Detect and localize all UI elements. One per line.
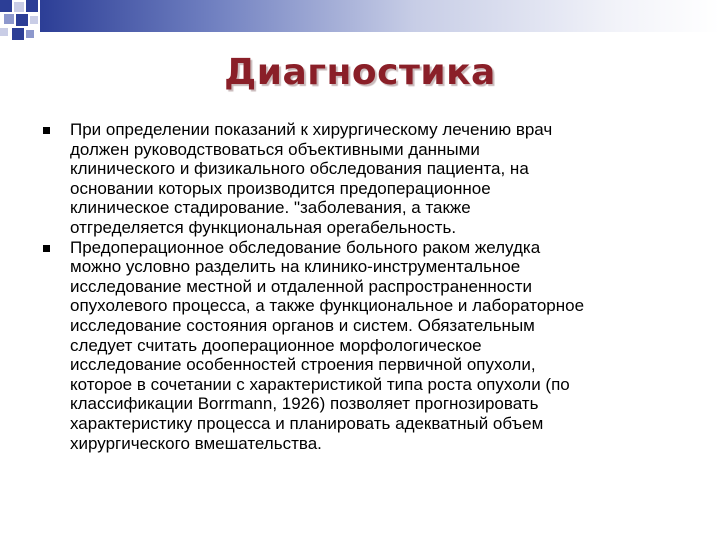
bullet-item	[36, 238, 686, 454]
decor-square	[30, 16, 38, 24]
decor-square	[0, 0, 12, 12]
bullet-text: При определении показаний к хирургическому лечению врач должен руководствоваться объективными данными клинического и физикального обследования пациента, на основании которых производится предоперационное клиническое стадирование. "заболевания, а также отгределяется функциональная operaбельность.	[70, 120, 553, 237]
bullet-item	[36, 120, 686, 238]
decor-square	[26, 0, 38, 12]
header-gradient-band	[40, 0, 720, 32]
decor-square	[16, 14, 28, 26]
decor-square	[26, 30, 34, 38]
decor-square	[0, 28, 8, 36]
decor-square	[12, 28, 24, 40]
decor-square	[4, 14, 14, 24]
bullet-text: Предоперационное обследование больного раком желудка можно условно разделить на клинико-инструментальное исследование местной и отдаленной распространенности опухолевого процесса, а также функциональное и лабораторное исследование состояния органов и систем. Обязательным следует считать дооперационное морфологическое исследование особенностей строения первичной опухоли, которое в сочетании с характеристикой типа роста опухоли (по классификации Borrmann, 1926) позволяет прогнозировать характеристику процесса и планировать адекватный объем хирургического вмешательства.	[70, 237, 585, 453]
bullet-list	[36, 120, 686, 453]
square-bullet-icon	[43, 245, 50, 252]
slide-title: Диагностика	[224, 52, 496, 93]
square-bullet-icon	[43, 127, 50, 134]
decor-square	[14, 2, 24, 12]
